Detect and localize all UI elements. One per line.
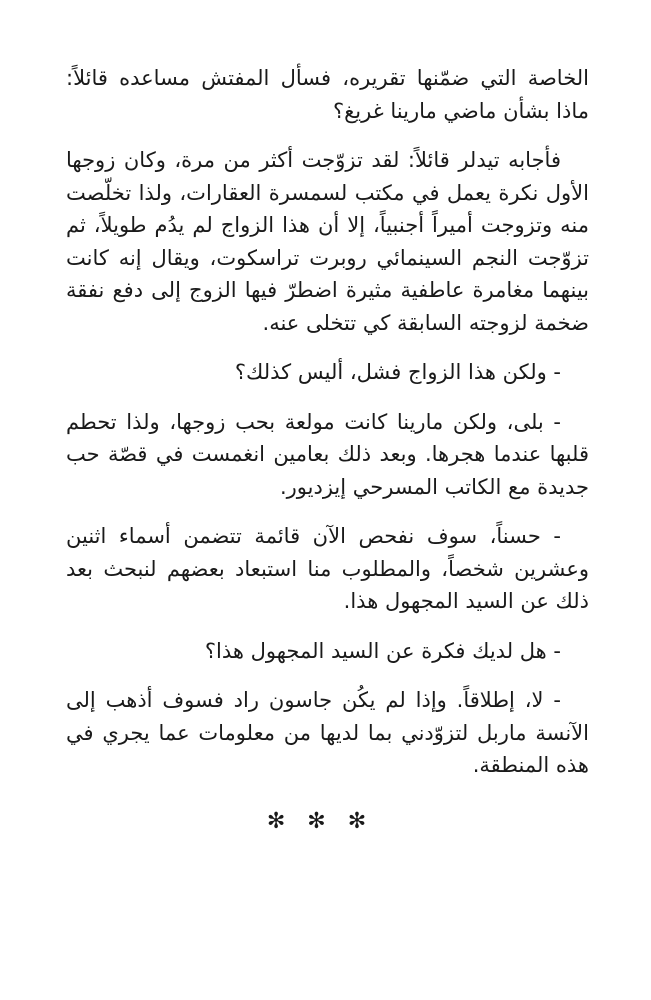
paragraph-6: - هل لديك فكرة عن السيد المجهول هذا؟ [204,638,561,663]
paragraph-4: - بلى، ولكن مارينا كانت مولعة بحب زوجها، ولذا تحطم قلبها عندما هجرها. وبعد ذلك بعامين انغمست في قصّة حب جديدة مع الكاتب المسرحي إيزديور. [66,409,589,499]
paragraph-7: - لا، إطلاقاً. وإذا لم يكُن جاسون راد فسوف أذهب إلى الآنسة ماربل لتزوّدني بما لديها من معلومات عما يجري في هذه المنطقة. [66,688,589,777]
paragraph-2: فأجابه تيدلر قائلاً: لقد تزوّجت أكثر من مرة، وكان زوجها الأول نكرة يعمل في مكتب لسمسرة العقارات، ولذا تخلّصت منه وتزوجت أميراً أجنبياً، إلا أن هذا الزواج لم يدُم طويلاً، ثم تزوّجت النجم السينمائي روبرت تراسكوت، ويقال إنه كانت بينهما مغامرة عاطفية مثيرة اضطرّ فيها الزوج إلى دفع نفقة ضخمة لزوجته السابقة كي تتخلى عنه. [66,148,589,335]
section-break-ornament: ✻✻✻ [266,808,389,834]
paragraph-5: - حسناً، سوف نفحص الآن قائمة تتضمن أسماء اثنين وعشرين شخصاً، والمطلوب منا استبعاد بعضهم لنبحث بعد ذلك عن السيد المجهول هذا. [66,524,589,613]
paragraph-3: - ولكن هذا الزواج فشل، أليس كذلك؟ [234,360,561,384]
paragraph-1: الخاصة التي ضمّنها تقريره، فسأل المفتش مساعده قائلاً: ماذا بشأن ماضي مارينا غريغ؟ [66,66,589,123]
